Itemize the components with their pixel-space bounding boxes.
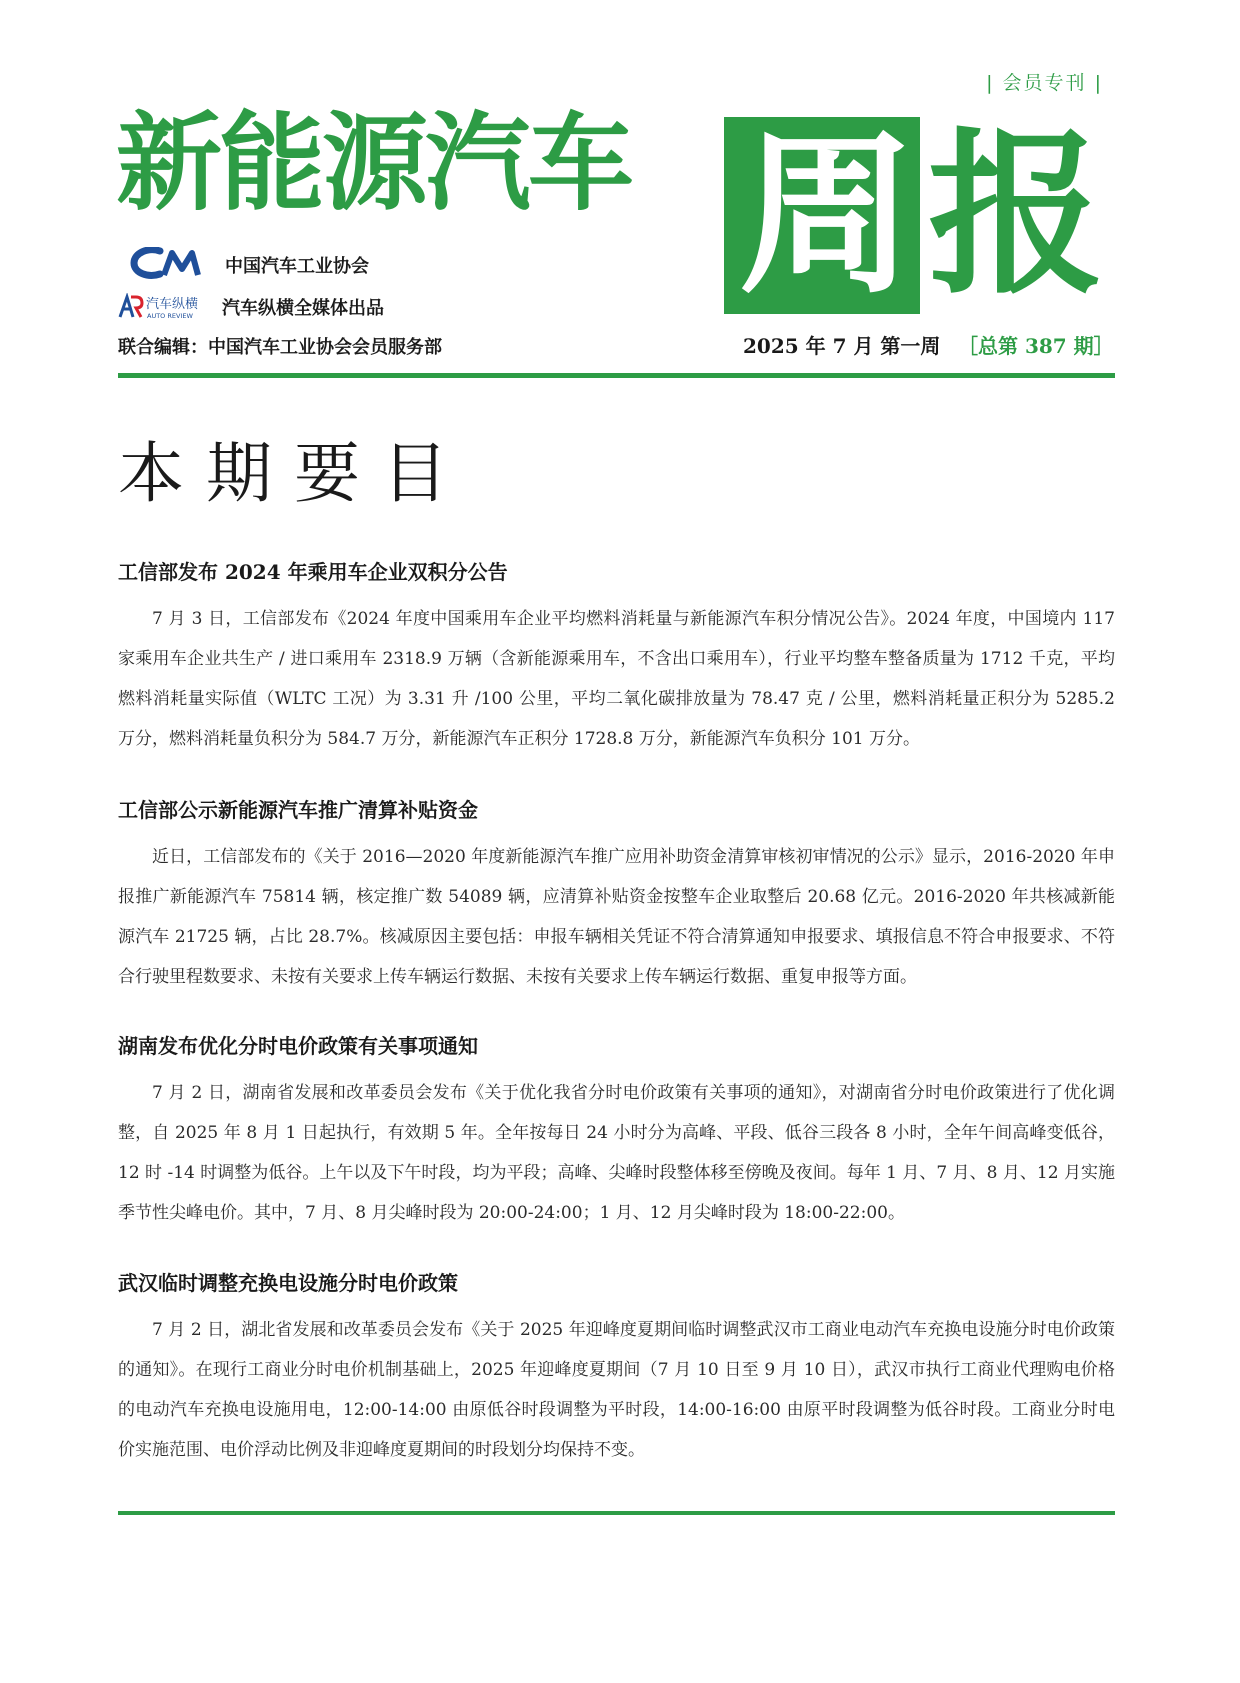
publisher-org-auto-review: 汽车纵横全媒体出品 xyxy=(222,298,384,319)
auto-review-logo-cn: 汽车纵横 xyxy=(146,297,199,312)
article-body: 近日，工信部发布的《关于 2016—2020 年度新能源汽车推广应用补助资金清算审核初审情况的公示》显示，2016-2020 年申报推广新能源汽车 75814 辆，核定推广数 54089 辆，应清算补贴资金按整车企业取整后 20.68 亿元。2016-2020 年共核减新能源汽车 21725 辆，占比 28.7%。核减原因主要包括：申报车辆相关凭证不符合清算通知申报要求、填报信息不符合申报要求、不符合行驶里程数要求、未按有关要求上传车辆运行数据、未按有关要求上传车辆运行数据、重复申报等方面。 xyxy=(118,847,1115,987)
issue-date: 2025 年 7 月 第一周 xyxy=(743,334,941,358)
article-body: 7 月 3 日，工信部发布《2024 年度中国乘用车企业平均燃料消耗量与新能源汽车积分情况公告》。2024 年度，中国境内 117 家乘用车企业共生产 / 进口乘用车 2318.9 万辆（含新能源乘用车，不含出口乘用车），行业平均整车整备质量为 1712 千克，平均燃料消耗量实际值（WLTC 工况）为 3.31 升 /100 公里，平均二氧化碳排放量为 78.47 克 / 公里，燃料消耗量正积分为 5285.2 万分，燃料消耗量负积分为 584.7 万分，新能源汽车正积分 1728.8 万分，新能源汽车负积分 101 万分。 xyxy=(118,609,1115,749)
publisher-org-caam: 中国汽车工业协会 xyxy=(225,256,369,277)
article-item xyxy=(118,557,1115,759)
issue-total-number: ［总第 387 期］ xyxy=(958,334,1114,358)
article-body: 7 月 2 日，湖南省发展和改革委员会发布《关于优化我省分时电价政策有关事项的通知》，对湖南省分时电价政策进行了优化调整，自 2025 年 8 月 1 日起执行，有效期 5 年。全年按每日 24 小时分为高峰、平段、低谷三段各 8 小时，全年午间高峰变低谷，12 时 -14 时调整为低谷。上午以及下午时段，均为平段；高峰、尖峰时段整体移至傍晚及夜间。每年 1 月、7 月、8 月、12 月实施季节性尖峰电价。其中，7 月、8 月尖峰时段为 20:00-24:00；1 月、12 月尖峰时段为 18:00-22:00。 xyxy=(118,1083,1115,1223)
joint-editor-line: 联合编辑：中国汽车工业协会会员服务部 xyxy=(118,337,442,358)
article-item xyxy=(118,1031,1115,1233)
header-divider xyxy=(118,373,1115,378)
footer-divider xyxy=(118,1511,1115,1515)
weekly-badge-char-bao: 报 xyxy=(927,113,1104,318)
article-title: 武汉临时调整充换电设施分时电价政策 xyxy=(118,1271,458,1295)
article-title: 工信部发布 2024 年乘用车企业双积分公告 xyxy=(118,560,508,584)
caam-logo-icon xyxy=(130,247,202,279)
auto-review-logo-en: AUTO REVIEW xyxy=(147,312,193,320)
article-item xyxy=(118,1268,1115,1470)
weekly-badge-char-zhou: 周 xyxy=(738,113,915,318)
article-body: 7 月 2 日，湖北省发展和改革委员会发布《关于 2025 年迎峰度夏期间临时调整武汉市工商业电动汽车充换电设施分时电价政策的通知》。在现行工商业分时电价机制基础上，2025 年迎峰度夏期间（7 月 10 日至 9 月 10 日），武汉市执行工商业代理购电价格的电动汽车充换电设施用电，12:00-14:00 由原低谷时段调整为平时段，14:00-16:00 由原平时段调整为低谷时段。工商业分时电价实施范围、电价浮动比例及非迎峰度夏期间的时段划分均保持不变。 xyxy=(118,1320,1115,1460)
section-title: 本期要目 xyxy=(118,435,470,512)
article-title: 工信部公示新能源汽车推广清算补贴资金 xyxy=(118,798,478,822)
masthead-title: 新能源汽车 xyxy=(116,102,631,225)
auto-review-logo-icon xyxy=(117,293,215,321)
article-title: 湖南发布优化分时电价政策有关事项通知 xyxy=(118,1034,478,1058)
article-item xyxy=(118,795,1115,997)
member-edition-tag: | 会员专刊 | xyxy=(986,72,1103,94)
